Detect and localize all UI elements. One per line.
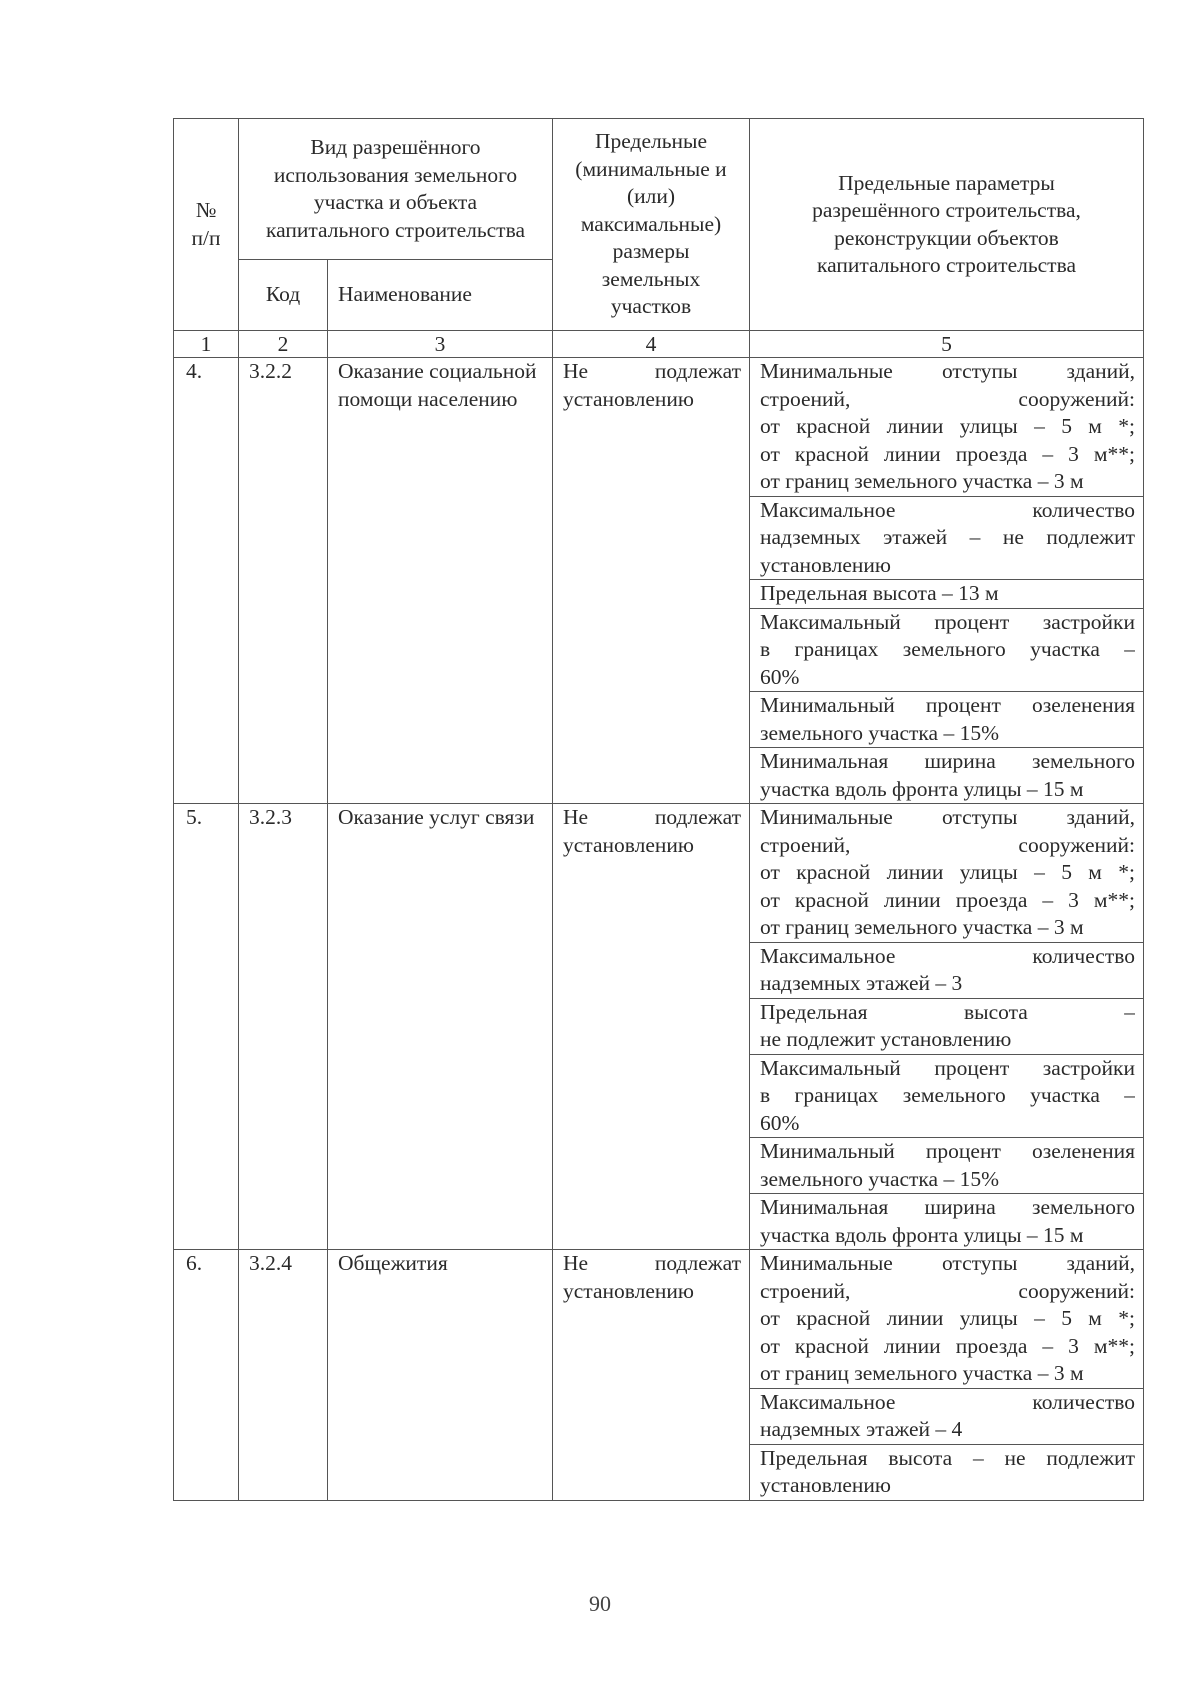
row-name: Оказание социальной помощи населению [328,358,553,804]
row-plot-sizes [553,358,750,804]
build-param [750,1138,1143,1194]
plot-size-line: установлению [563,832,694,857]
build-param [750,580,1143,609]
build-param-line: от красной линии улицы – 5 м *; [760,1306,1135,1330]
build-param-line: Предельная высота – не подлежит [760,1445,1135,1470]
build-param-line: Минимальная ширина земельного [760,1195,1135,1219]
plot-size-line: Не подлежат [563,1251,741,1275]
build-param-line: Минимальные отступы зданий, [760,359,1135,383]
build-param-line: в границах земельного участка – [760,637,1135,661]
build-param-line: строений, сооружений: [760,832,1135,857]
column-number: 2 [239,331,328,358]
row-number: 4. [174,358,239,804]
build-param-line: строений, сооружений: [760,386,1135,411]
column-number: 4 [553,331,750,358]
build-param [750,748,1143,803]
build-param-line: от красной линии проезда – 3 м**; [760,1333,1135,1358]
build-param-line: Минимальные отступы зданий, [760,805,1135,829]
build-param-line: не подлежит установлению [760,1027,1012,1051]
header-number: № п/п [174,119,239,331]
build-param [750,1055,1143,1139]
build-param-line: от границ земельного участка – 3 м [760,915,1084,939]
build-param-line: установлению [760,1473,891,1497]
plot-size-line: Не подлежат [563,805,741,829]
build-param-line: участка вдоль фронта улицы – 15 м [760,1222,1084,1247]
table-body [174,358,1144,1501]
build-param-line: Максимальный процент застройки [760,1055,1135,1080]
column-number: 3 [328,331,553,358]
build-param-line: Минимальная ширина земельного [760,749,1135,773]
table-row [174,1250,1144,1501]
build-param [750,1194,1143,1249]
build-param-line: строений, сооружений: [760,1278,1135,1303]
build-param-line: в границах земельного участка – [760,1083,1135,1107]
build-param-line: надземных этажей – не подлежит [760,525,1135,549]
row-plot-sizes [553,1250,750,1501]
build-param-line: Минимальный процент озеленения [760,693,1135,717]
build-param-line: 60% [760,664,800,689]
build-param-line: от красной линии проезда – 3 м**; [760,887,1135,912]
header-name: Наименование [328,260,553,331]
plot-size-line: установлению [563,386,694,411]
build-param-line: земельного участка – 15% [760,720,999,745]
row-number: 5. [174,804,239,1250]
build-param [750,497,1143,581]
table-row [174,804,1144,1250]
column-number-row [174,331,1144,358]
row-build-params [750,358,1144,804]
plot-size-line: установлению [563,1278,694,1303]
plot-size-line: Не подлежат [563,359,741,383]
page-number: 90 [589,1591,611,1616]
build-param-line: земельного участка – 15% [760,1166,999,1191]
build-param-line: от красной линии проезда – 3 м**; [760,441,1135,466]
header-build-params: Предельные параметры разрешённого строительства, реконструкции объектов капитального строительства [750,119,1144,331]
build-param [750,999,1143,1055]
table-row [174,358,1144,804]
header-use-type: Вид разрешённого использования земельного участка и объекта капитального строительства [239,119,553,260]
build-param-line: от красной линии улицы – 5 м *; [760,414,1135,438]
build-param-line: Максимальное количество [760,497,1135,522]
build-param-line: от границ земельного участка – 3 м [760,469,1084,493]
row-build-params [750,1250,1144,1501]
row-code: 3.2.2 [239,358,328,804]
build-param [750,692,1143,748]
row-name: Оказание услуг связи [328,804,553,1250]
build-param [750,804,1143,943]
row-code: 3.2.3 [239,804,328,1250]
build-param-line: от красной линии улицы – 5 м *; [760,860,1135,884]
build-param-line: Предельная высота – 13 м [760,581,999,605]
build-param-line: надземных этажей – 4 [760,1417,963,1441]
build-param-line: Максимальный процент застройки [760,609,1135,634]
row-plot-sizes [553,804,750,1250]
header-code: Код [239,260,328,331]
build-param-line: надземных этажей – 3 [760,971,963,995]
header-row [174,119,1144,260]
build-param [750,1389,1143,1445]
build-param-line: Максимальное количество [760,943,1135,968]
build-param-line: Предельная высота – [760,999,1135,1024]
build-param-line: 60% [760,1110,800,1135]
land-use-table [173,118,1144,1501]
column-number: 5 [750,331,1144,358]
row-name: Общежития [328,1250,553,1501]
build-param-line: участка вдоль фронта улицы – 15 м [760,776,1084,801]
row-number: 6. [174,1250,239,1501]
build-param-line: Максимальное количество [760,1389,1135,1414]
column-number: 1 [174,331,239,358]
build-param [750,1445,1143,1500]
build-param-line: от границ земельного участка – 3 м [760,1361,1084,1385]
header-plot-sizes: Предельные (минимальные и (или) максимальные) размеры земельных участков [553,119,750,331]
build-param [750,358,1143,497]
build-param [750,943,1143,999]
row-build-params [750,804,1144,1250]
build-param-line: Минимальные отступы зданий, [760,1251,1135,1275]
row-code: 3.2.4 [239,1250,328,1501]
build-param [750,1250,1143,1389]
build-param-line: установлению [760,552,891,577]
build-param [750,609,1143,693]
build-param-line: Минимальный процент озеленения [760,1139,1135,1163]
